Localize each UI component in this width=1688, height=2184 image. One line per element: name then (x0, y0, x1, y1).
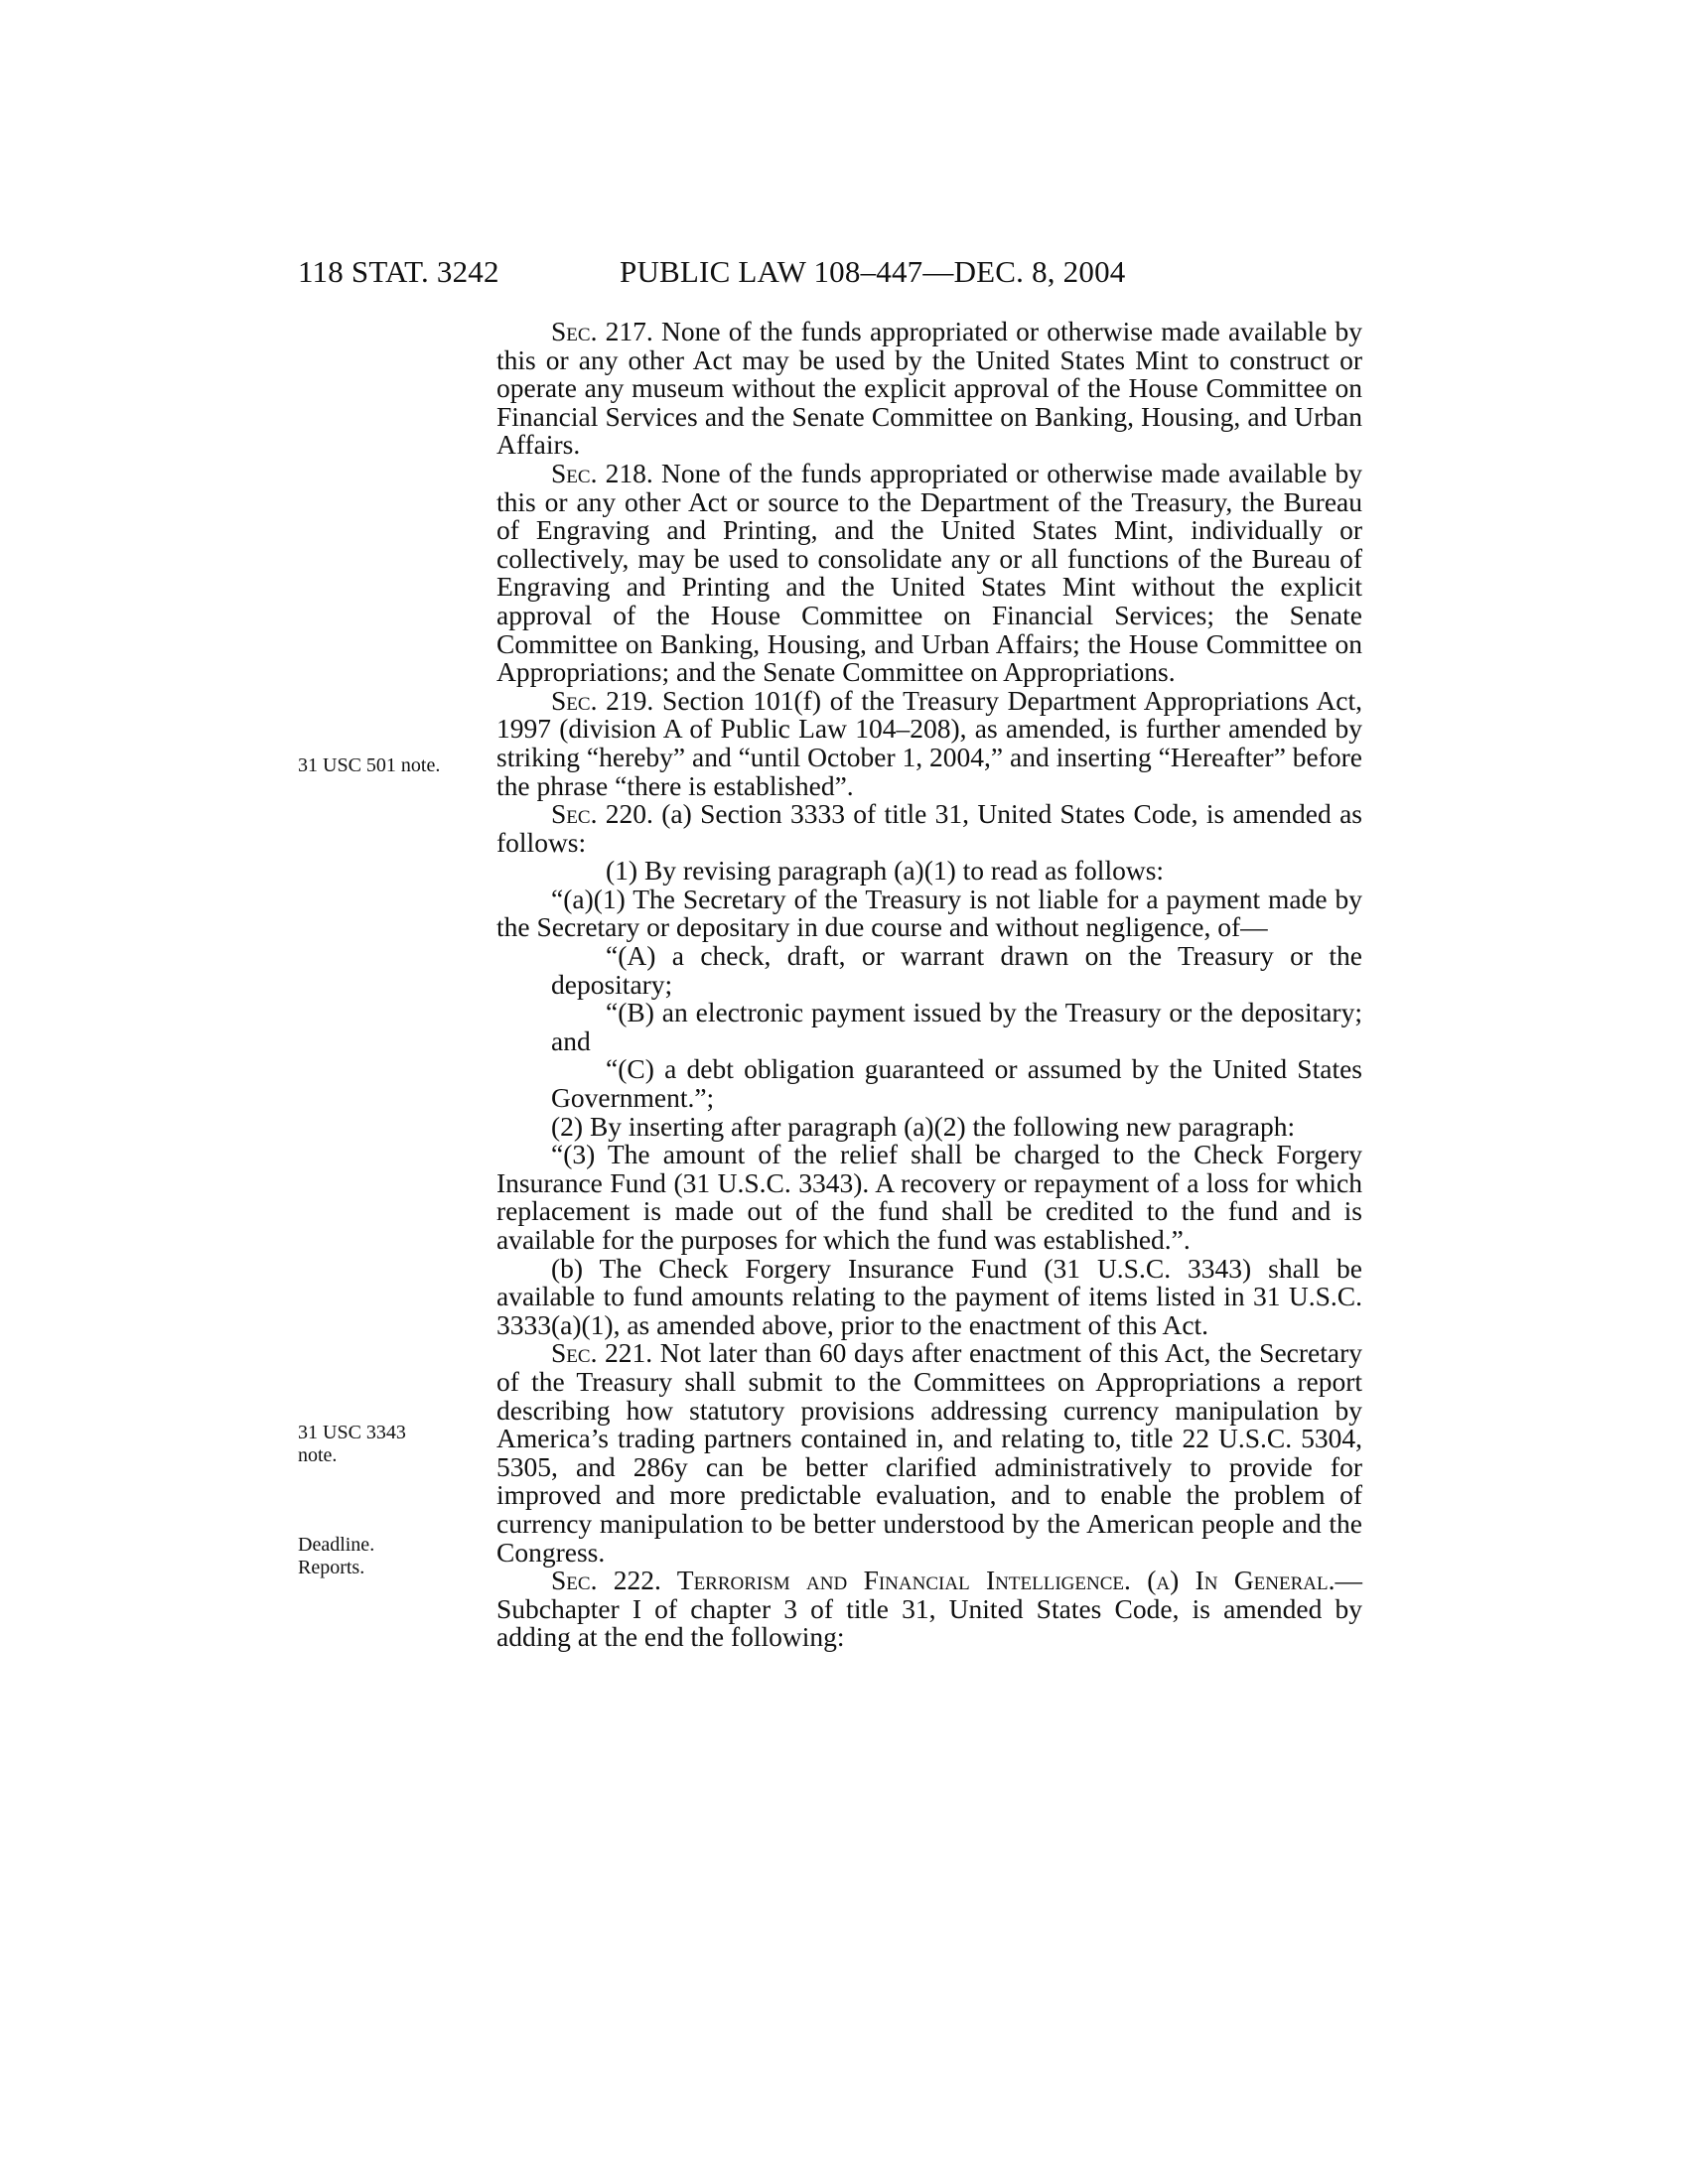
section-219 (496, 684, 1362, 801)
section-221 (496, 1339, 1362, 1567)
section-218 (496, 457, 1362, 688)
section-text: Section 101(f) of the Treasury Department Appropriations Act, 1997 (division A of Public Law 104–208), as amended, is further amended by striking “hereby” and “until October 1, 2004,” and inserting “Hereafter” before the phrase “there is established”. (496, 684, 1362, 801)
section-220-B: “(B) an electronic payment issued by the Treasury or the depositary; and (551, 997, 1362, 1056)
section-217 (496, 318, 1362, 460)
margin-note-sec-220b (298, 1422, 477, 1467)
section-220-C: “(C) a debt obligation guaranteed or assumed by the United States Government.”; (551, 1053, 1362, 1114)
section-text: (a) Section 3333 of title 31, United States Code, is amended as follows: (496, 798, 1362, 858)
section-220-b: (b) The Check Forgery Insurance Fund (31 U.S.C. 3343) shall be available to fund amounts relating to the payment of items listed in 31 U.S.C. 3333(a)(1), as amended above, prior to the enactment of this Act. (496, 1252, 1362, 1340)
statute-page-number: 118 STAT. 3242 (298, 254, 499, 289)
subsection-heading: (a) In General. (1130, 1565, 1336, 1596)
section-220-paragraph-1: (1) By revising paragraph (a)(1) to read as follows: (606, 855, 1165, 887)
margin-note-text: 31 USC 501 note. (298, 754, 441, 776)
section-text: None of the funds appropriated or otherwise made available by this or any other Act or source to the Department of the Treasury, the Bureau of Engraving and Printing, and the United States Mint, individually or collectively, may be used to consolidate any or all functions of the Bureau of Engraving and Printing and the United States Mint without the explicit approval of the House Committee on Financial Services; the Senate Committee on Banking, Housing, and Urban Affairs; the House Committee on Appropriations; and the Senate Committee on Appropriations. (496, 457, 1362, 688)
margin-note-text: Deadline. (298, 1534, 375, 1556)
section-text: None of the funds appropriated or otherwise made available by this or any other Act may be used by the United States Mint to construct or operate any museum without the explicit approval of the House Committee on Financial Services and the Senate Committee on Banking, Housing, and Urban Affairs. (496, 316, 1362, 461)
margin-note-sec-219 (298, 754, 477, 777)
section-text: —Subchapter I of chapter 3 of title 31, United States Code, is amended by adding at the end the following: (496, 1565, 1362, 1653)
section-220-A: “(A) a check, draft, or warrant drawn on the Treasury or the depositary; (551, 940, 1362, 1000)
margin-note-text: 31 USC 3343 (298, 1422, 406, 1443)
section-label: Sec. 219. (551, 684, 654, 716)
margin-note-text: note. (298, 1444, 338, 1466)
page-header (298, 254, 1362, 294)
section-label: Sec. 222. (551, 1565, 661, 1596)
section-220-a1: “(a)(1) The Secretary of the Treasury is not liable for a payment made by the Secretary or depositary in due course and without negligence, of— (496, 883, 1362, 943)
section-222 (496, 1567, 1362, 1652)
document-body (496, 318, 1362, 1652)
public-law-title: PUBLIC LAW 108–447—DEC. 8, 2004 (620, 254, 1126, 289)
section-heading: Terrorism and Financial Intelligence. (660, 1565, 1131, 1596)
section-label: Sec. 217. (551, 316, 653, 346)
section-text: Not later than 60 days after enactment of this Act, the Secretary of the Treasury shall submit to the Committees on Appropriations a report describing how statutory provisions addressing currency manipulation by America’s trading partners contained in, and relating to, title 22 U.S.C. 5304, 5305, and 286y can be better clarified administratively to provide for improved and more predictable evaluation, and to enable the problem of currency manipulation to be better understood by the American people and the Congress. (496, 1337, 1362, 1568)
section-label: Sec. 221. (551, 1337, 653, 1369)
section-label: Sec. 220. (551, 798, 653, 830)
section-220-paragraph-2: (2) By inserting after paragraph (a)(2) the following new paragraph: (551, 1110, 1296, 1142)
margin-note-sec-221 (298, 1534, 477, 1579)
section-220 (496, 800, 1362, 857)
section-220-paragraph-3: “(3) The amount of the relief shall be charged to the Check Forgery Insurance Fund (31 U.S.C. 3343). A recovery or repayment of a loss for which replacement is made out of the fund shall be credited to the fund and is available for the purposes for which the fund was established.”. (496, 1139, 1362, 1255)
margin-note-text: Reports. (298, 1557, 365, 1578)
section-label: Sec. 218. (551, 457, 653, 488)
